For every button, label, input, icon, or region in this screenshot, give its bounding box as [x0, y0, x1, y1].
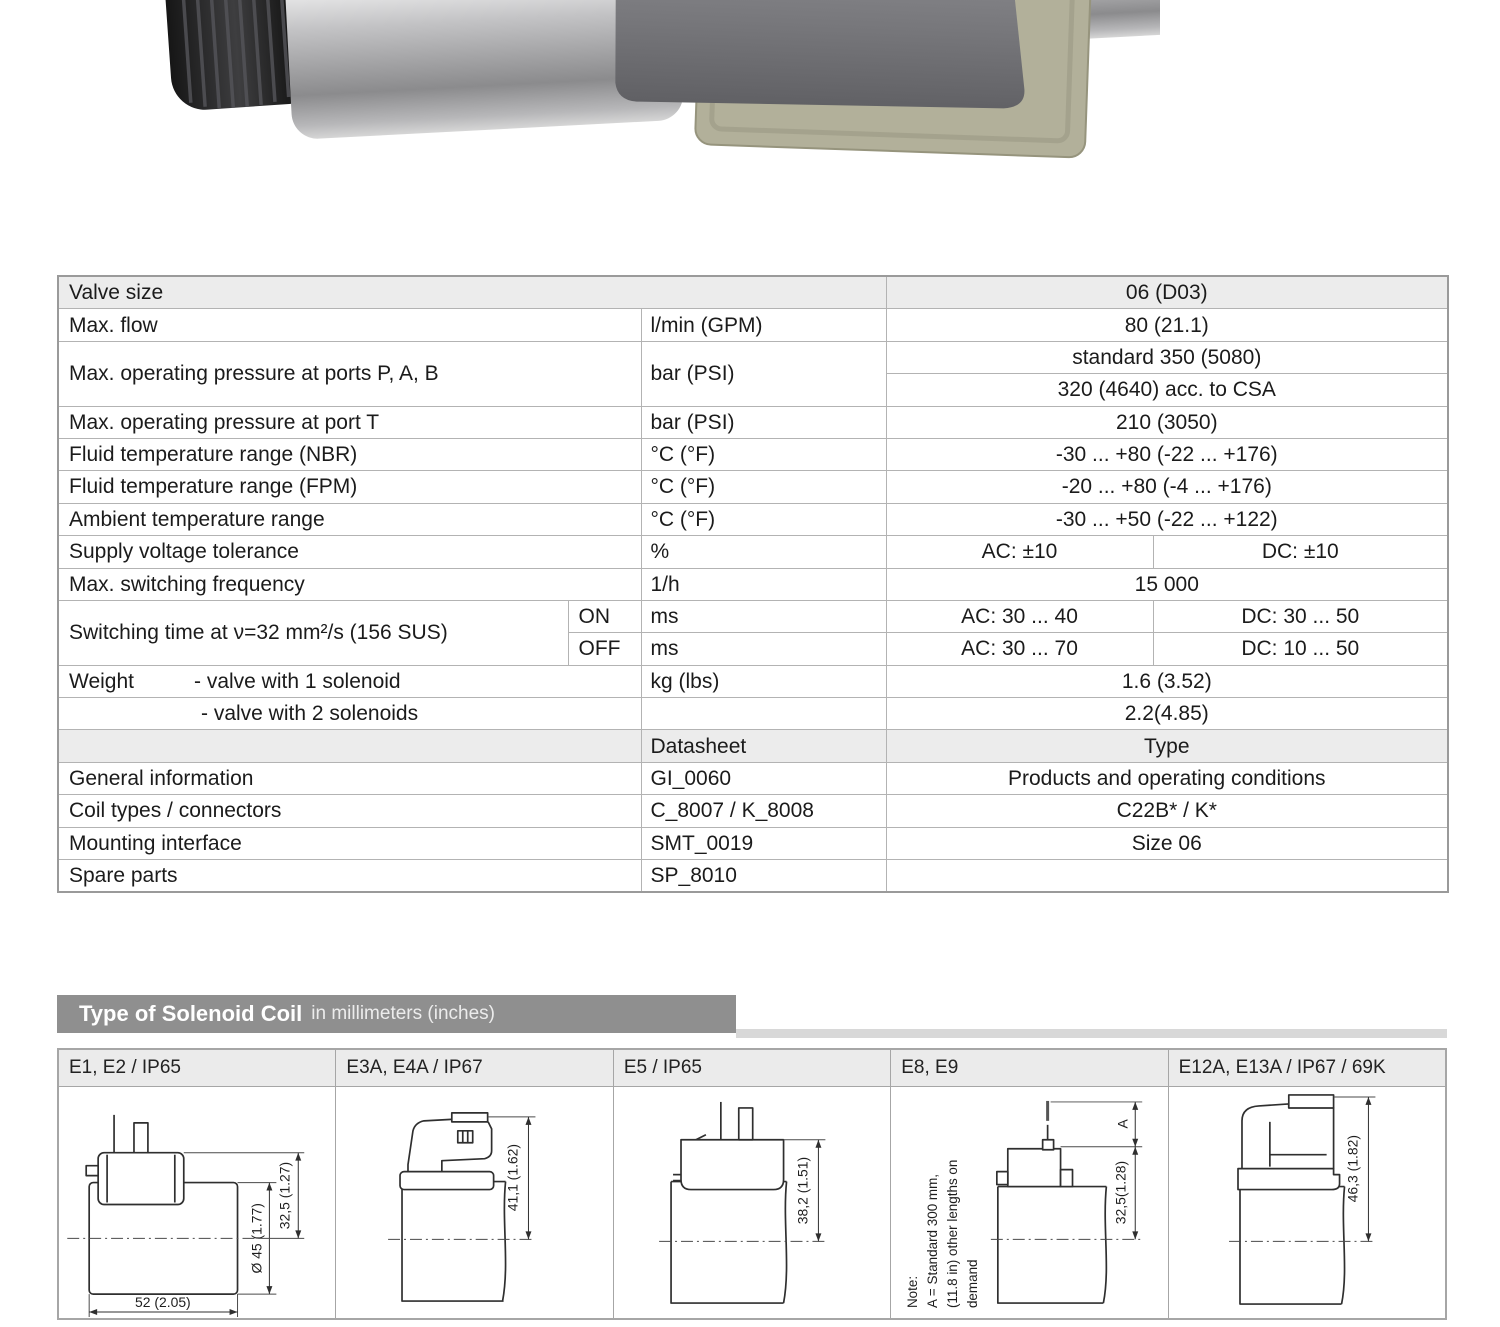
connector-step	[1061, 1170, 1073, 1187]
connector-pin-wide	[134, 1123, 148, 1153]
coil-section-header	[57, 995, 736, 1033]
row-fluid-temp-fpm	[58, 471, 1448, 503]
coil-panel-e5-header: E5 / IP65	[614, 1050, 890, 1087]
connector-tab	[452, 1113, 488, 1122]
product-photo	[120, 0, 1160, 160]
valve-body	[610, 0, 1030, 115]
coil-panel-e8-e9	[891, 1050, 1168, 1318]
fluid-temp-fpm-unit: °C (°F)	[641, 471, 886, 503]
spec-table	[57, 275, 1449, 893]
dim-height: 46,3 (1.82)	[1344, 1134, 1361, 1203]
switching-time-on-dc: DC: 30 ... 50	[1153, 600, 1448, 632]
ambient-temp-label: Ambient temperature range	[58, 503, 641, 535]
note-line-1: Note:	[905, 1275, 921, 1309]
weight-label-cell	[58, 665, 641, 697]
weight-value-1: 1.6 (3.52)	[886, 665, 1448, 697]
switching-time-on: ON	[568, 600, 641, 632]
spare-parts-datasheet: SP_8010	[641, 860, 886, 893]
fluid-temp-nbr-label: Fluid temperature range (NBR)	[58, 438, 641, 470]
ref-header-type: Type	[886, 730, 1448, 762]
switching-freq-value: 15 000	[886, 568, 1448, 600]
coil-body-outline	[1240, 1187, 1345, 1304]
coil-panel-e12a-e13a-header: E12A, E13A / IP67 / 69K	[1169, 1050, 1445, 1087]
dim-diameter: Ø 45 (1.77)	[248, 1203, 265, 1274]
switching-time-off-unit: ms	[641, 633, 886, 665]
mounting-type: Size 06	[886, 827, 1448, 859]
ref-header-datasheet: Datasheet	[641, 730, 886, 762]
supply-voltage-label: Supply voltage tolerance	[58, 536, 641, 568]
row-spare-parts	[58, 860, 1448, 893]
coil-panel-e8-e9-drawing-area	[891, 1087, 1167, 1318]
dim-height: 32,5 (1.27)	[276, 1161, 293, 1230]
general-info-label: General information	[58, 762, 641, 794]
row-fluid-temp-nbr	[58, 438, 1448, 470]
pressure-pab-unit: bar (PSI)	[641, 341, 886, 406]
general-info-datasheet: GI_0060	[641, 762, 886, 794]
fluid-temp-nbr-unit: °C (°F)	[641, 438, 886, 470]
pressure-pab-value-standard: standard 350 (5080)	[886, 341, 1448, 373]
spare-parts-type	[886, 860, 1448, 893]
pressure-t-value: 210 (3050)	[886, 406, 1448, 438]
connector-block	[1242, 1104, 1334, 1169]
coil-body-outline	[402, 1182, 506, 1301]
row-switching-freq	[58, 568, 1448, 600]
ref-header-empty	[58, 730, 641, 762]
row-mounting	[58, 827, 1448, 859]
fluid-temp-nbr-value: -30 ... +80 (-22 ... +176)	[886, 438, 1448, 470]
weight-unit-2	[641, 698, 886, 730]
general-info-type: Products and operating conditions	[886, 762, 1448, 794]
fluid-temp-fpm-value: -20 ... +80 (-4 ... +176)	[886, 471, 1448, 503]
connector-flange	[1238, 1169, 1340, 1190]
connector-nub	[86, 1166, 98, 1176]
row-max-flow	[58, 309, 1448, 341]
coil-panel-e1-e2	[59, 1050, 336, 1318]
coil-section-subtitle: in millimeters (inches)	[311, 1003, 495, 1024]
coil-panel-e3a-e4a-drawing-area	[336, 1087, 612, 1318]
supply-voltage-dc: DC: ±10	[1153, 536, 1448, 568]
coil-panel-e5-drawing-area	[614, 1087, 890, 1318]
coil-body-outline	[671, 1182, 787, 1303]
row-switching-time-on	[58, 600, 1448, 632]
coil-panel-e8-e9-header: E8, E9	[891, 1050, 1167, 1087]
connector-block	[98, 1153, 184, 1205]
coil-panel-e1-e2-drawing-area	[59, 1087, 335, 1318]
coil-panels	[57, 1048, 1447, 1320]
row-supply-voltage	[58, 536, 1448, 568]
dim-height: 32,5(1.28)	[1112, 1160, 1129, 1225]
note-line-2: A = Standard 300 mm,	[925, 1173, 941, 1309]
coil-drawing-e8-e9	[891, 1087, 1167, 1318]
dim-height: 41,1 (1.62)	[504, 1143, 521, 1212]
fluid-temp-fpm-label: Fluid temperature range (FPM)	[58, 471, 641, 503]
coil-panel-e1-e2-header: E1, E2 / IP65	[59, 1050, 335, 1087]
switching-freq-label: Max. switching frequency	[58, 568, 641, 600]
supply-voltage-unit: %	[641, 536, 886, 568]
coil-panel-e3a-e4a-header: E3A, E4A / IP67	[336, 1050, 612, 1087]
coil-drawing-e1-e2	[59, 1087, 335, 1318]
row-pressure-t	[58, 406, 1448, 438]
row-coil-types	[58, 795, 1448, 827]
note-line-3: (11.8 in) other lengths on	[945, 1159, 961, 1309]
coil-panel-e3a-e4a	[336, 1050, 613, 1318]
pressure-t-unit: bar (PSI)	[641, 406, 886, 438]
switching-time-off-ac: AC: 30 ... 70	[886, 633, 1153, 665]
switching-freq-unit: 1/h	[641, 568, 886, 600]
coil-drawing-e5	[614, 1087, 890, 1318]
pressure-pab-value-csa: 320 (4640) acc. to CSA	[886, 374, 1448, 406]
dim-height: 38,2 (1.51)	[794, 1156, 811, 1225]
max-flow-unit: l/min (GPM)	[641, 309, 886, 341]
coil-panel-e12a-e13a	[1169, 1050, 1445, 1318]
cable-gland	[1043, 1140, 1054, 1150]
row-weight-2	[58, 698, 1448, 730]
switching-time-off-dc: DC: 10 ... 50	[1153, 633, 1448, 665]
coil-section-title: Type of Solenoid Coil	[79, 1001, 303, 1026]
dim-cable-length: A	[1114, 1119, 1131, 1129]
row-ambient-temp	[58, 503, 1448, 535]
coil-types-type: C22B* / K*	[886, 795, 1448, 827]
coil-drawing-e12a-e13a	[1169, 1087, 1445, 1318]
coil-panel-e5	[614, 1050, 891, 1318]
dim-width: 52 (2.05)	[134, 1294, 191, 1311]
weight-label: Weight	[69, 669, 134, 693]
coil-panel-e12a-e13a-drawing-area	[1169, 1087, 1445, 1318]
spare-parts-label: Spare parts	[58, 860, 641, 893]
switching-time-off: OFF	[568, 633, 641, 665]
switching-time-on-ac: AC: 30 ... 40	[886, 600, 1153, 632]
pressure-pab-label: Max. operating pressure at ports P, A, B	[58, 341, 641, 406]
connector-pin-wide	[739, 1108, 753, 1140]
connector-flange	[400, 1172, 494, 1190]
weight-unit: kg (lbs)	[641, 665, 886, 697]
note-line-4: demand	[965, 1259, 981, 1309]
cable-crimp	[1046, 1101, 1049, 1121]
ambient-temp-value: -30 ... +50 (-22 ... +122)	[886, 503, 1448, 535]
mounting-datasheet: SMT_0019	[641, 827, 886, 859]
row-general-info	[58, 762, 1448, 794]
weight-sub2-cell	[58, 698, 641, 730]
row-weight-1	[58, 665, 1448, 697]
row-pressure-pab-1	[58, 341, 1448, 373]
connector-block	[1008, 1149, 1061, 1187]
coil-body-outline	[998, 1187, 1107, 1303]
max-flow-value: 80 (21.1)	[886, 309, 1448, 341]
weight-value-2: 2.2(4.85)	[886, 698, 1448, 730]
mounting-label: Mounting interface	[58, 827, 641, 859]
connector-tab	[1288, 1095, 1333, 1108]
connector-nub	[997, 1172, 1008, 1185]
switching-time-on-unit: ms	[641, 600, 886, 632]
valve-size-label: Valve size	[58, 276, 886, 309]
weight-sub2: - valve with 2 solenoids	[201, 702, 419, 726]
valve-size-value: 06 (D03)	[886, 276, 1448, 309]
max-flow-label: Max. flow	[58, 309, 641, 341]
row-ref-header	[58, 730, 1448, 762]
coil-section-header-shadow	[736, 1029, 1447, 1038]
switching-time-label: Switching time at ν=32 mm²/s (156 SUS)	[58, 600, 568, 665]
weight-sub1: - valve with 1 solenoid	[194, 669, 401, 693]
coil-types-label: Coil types / connectors	[58, 795, 641, 827]
row-valve-size	[58, 276, 1448, 309]
supply-voltage-ac: AC: ±10	[886, 536, 1153, 568]
coil-drawing-e3a-e4a	[336, 1087, 612, 1318]
connector-block	[408, 1118, 492, 1172]
ambient-temp-unit: °C (°F)	[641, 503, 886, 535]
coil-types-datasheet: C_8007 / K_8008	[641, 795, 886, 827]
pressure-t-label: Max. operating pressure at port T	[58, 406, 641, 438]
connector-block	[681, 1140, 784, 1190]
